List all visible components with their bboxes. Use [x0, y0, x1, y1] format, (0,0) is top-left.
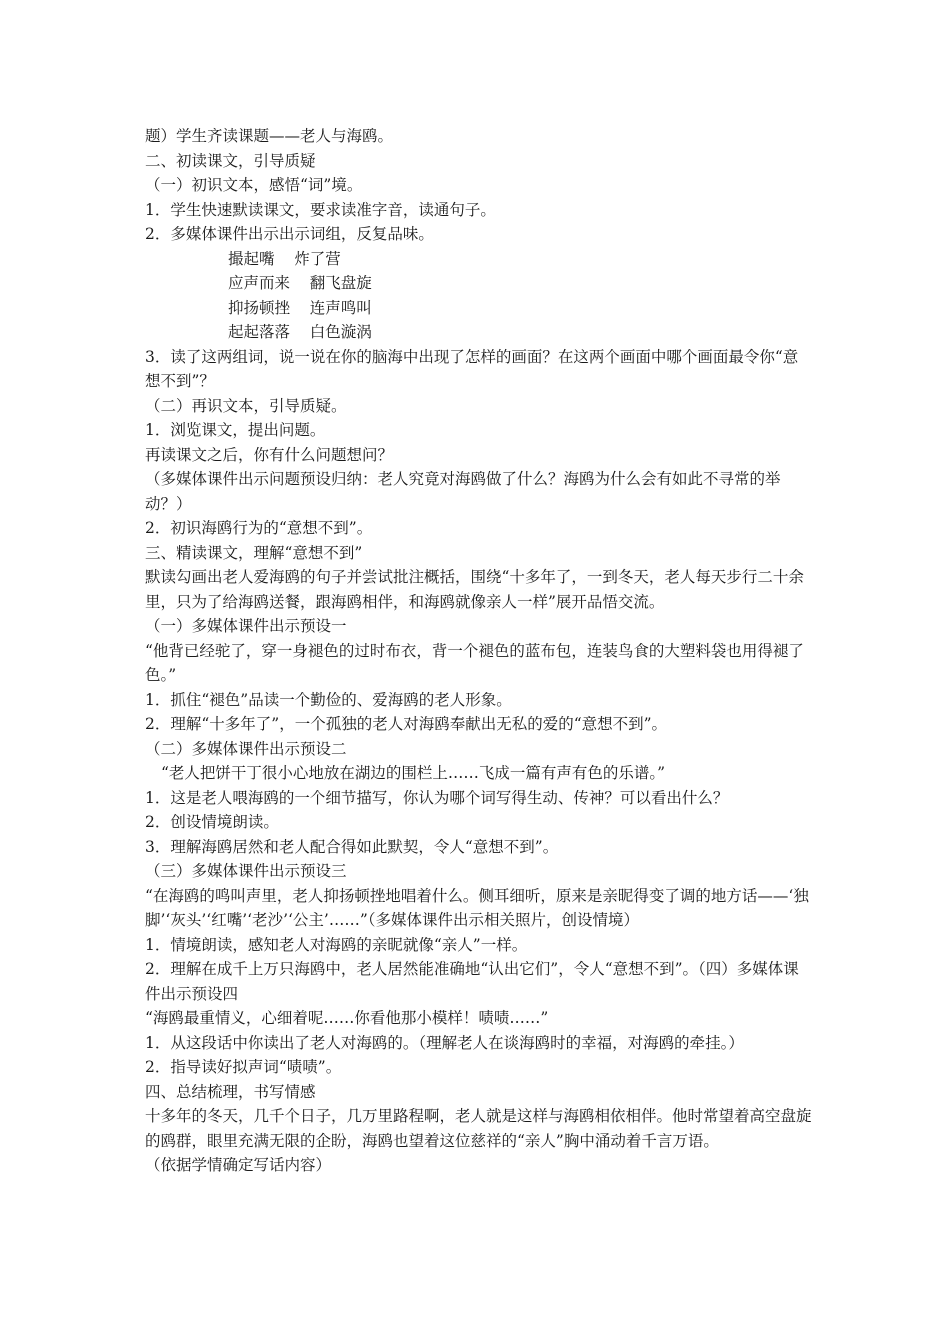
text-paragraph: 默读勾画出老人爱海鸥的句子并尝试批注概括，围绕“十多年了，一到冬天，老人每天步行二十余里，只为了给海鸥送餐，跟海鸥相伴，和海鸥就像亲人一样”展开品悟交流。	[145, 568, 804, 611]
quote-paragraph: “在海鸥的鸣叫声里，老人抑扬顿挫地唱着什么。侧耳细听，原来是亲昵得变了调的地方话——‘独脚’‘灰头’‘红嘴’‘老沙’‘公主’……”（多媒体课件出示相关照片，创设情境）	[145, 886, 809, 929]
quote-line: “海鸥最重情义，心细着呢……你看他那小模样！啧啧……”	[145, 1009, 549, 1027]
text-line: 1．从这段话中你读出了老人对海鸥的。（理解老人在谈海鸥时的幸福，对海鸥的牵挂。）	[145, 1033, 744, 1052]
section-heading: 三、精读课文，理解“意想不到”	[145, 543, 363, 562]
subsection-heading: （二）多媒体课件出示预设二	[145, 739, 347, 758]
subsection-heading: （一）初识文本，感悟“词”境。	[145, 176, 363, 194]
section-heading: 二、初读课文，引导质疑	[145, 151, 316, 170]
word-group-row: 抑扬顿挫 连声鸣叫	[228, 298, 372, 317]
quote-line: “老人把饼干丁很小心地放在湖边的围栏上……飞成一篇有声有色的乐谱。”	[161, 764, 666, 782]
text-paragraph: （多媒体课件出示问题预设归纳：老人究竟对海鸥做了什么？海鸥为什么会有如此不寻常的举动？）	[145, 470, 781, 513]
text-line: 再读课文之后，你有什么问题想问？	[145, 445, 394, 464]
subsection-heading: （一）多媒体课件出示预设一	[145, 617, 347, 635]
text-line: 2．指导读好拟声词“啧啧”。	[145, 1058, 342, 1076]
text-line: 2．理解“十多年了”，一个孤独的老人对海鸥奉献出无私的爱的“意想不到”。	[145, 715, 668, 733]
word-group-row: 应声而来 翻飞盘旋	[228, 274, 372, 292]
text-line: （依据学情确定写话内容）	[145, 1156, 332, 1174]
section-heading: 四、总结梳理，书写情感	[145, 1082, 316, 1101]
text-line: 1．抓住“褪色”品读一个勤俭的、爱海鸥的老人形象。	[145, 690, 512, 709]
text-line: 3．理解海鸥居然和老人配合得如此默契，令人“意想不到”。	[145, 837, 559, 856]
word-group-row: 起起落落 白色漩涡	[228, 323, 372, 341]
text-paragraph: 3．读了这两组词，说一说在你的脑海中出现了怎样的画面？在这两个画面中哪个画面最令你“意想不到”？	[145, 347, 799, 390]
text-line: 1．这是老人喂海鸥的一个细节描写，你认为哪个词写得生动、传神？可以看出什么？	[145, 788, 729, 807]
subsection-heading: （二）再识文本，引导质疑。	[145, 396, 347, 415]
text-line: 2．创设情境朗读。	[145, 813, 279, 831]
text-paragraph: 2．理解在成千上万只海鸥中，老人居然能准确地“认出它们”，令人“意想不到”。（四）多媒体课件出示预设四	[145, 960, 799, 1003]
subsection-heading: （三）多媒体课件出示预设三	[145, 862, 347, 880]
text-paragraph: 十多年的冬天，几千个日子，几万里路程啊，老人就是这样与海鸥相依相伴。他时常望着高空盘旋的鸥群，眼里充满无限的企盼，海鸥也望着这位慈祥的“亲人”胸中涌动着千言万语。	[145, 1107, 812, 1150]
word-group-row: 撮起嘴 炸了营	[228, 249, 341, 268]
text-line: 2．多媒体课件出示出示词组，反复品味。	[145, 225, 434, 243]
quote-paragraph: “他背已经驼了，穿一身褪色的过时布衣，背一个褪色的蓝布包，连装鸟食的大塑料袋也用得褪了色。”	[145, 641, 804, 684]
text-line: 1．浏览课文，提出问题。	[145, 421, 326, 439]
text-line: 1．情境朗读，感知老人对海鸥的亲昵就像“亲人”一样。	[145, 935, 528, 954]
document-page	[145, 124, 813, 1178]
text-line: 1．学生快速默读课文，要求读准字音，读通句子。	[145, 200, 496, 219]
text-line: 题）学生齐读课题——老人与海鸥。	[145, 127, 394, 145]
text-line: 2．初识海鸥行为的“意想不到”。	[145, 519, 373, 537]
